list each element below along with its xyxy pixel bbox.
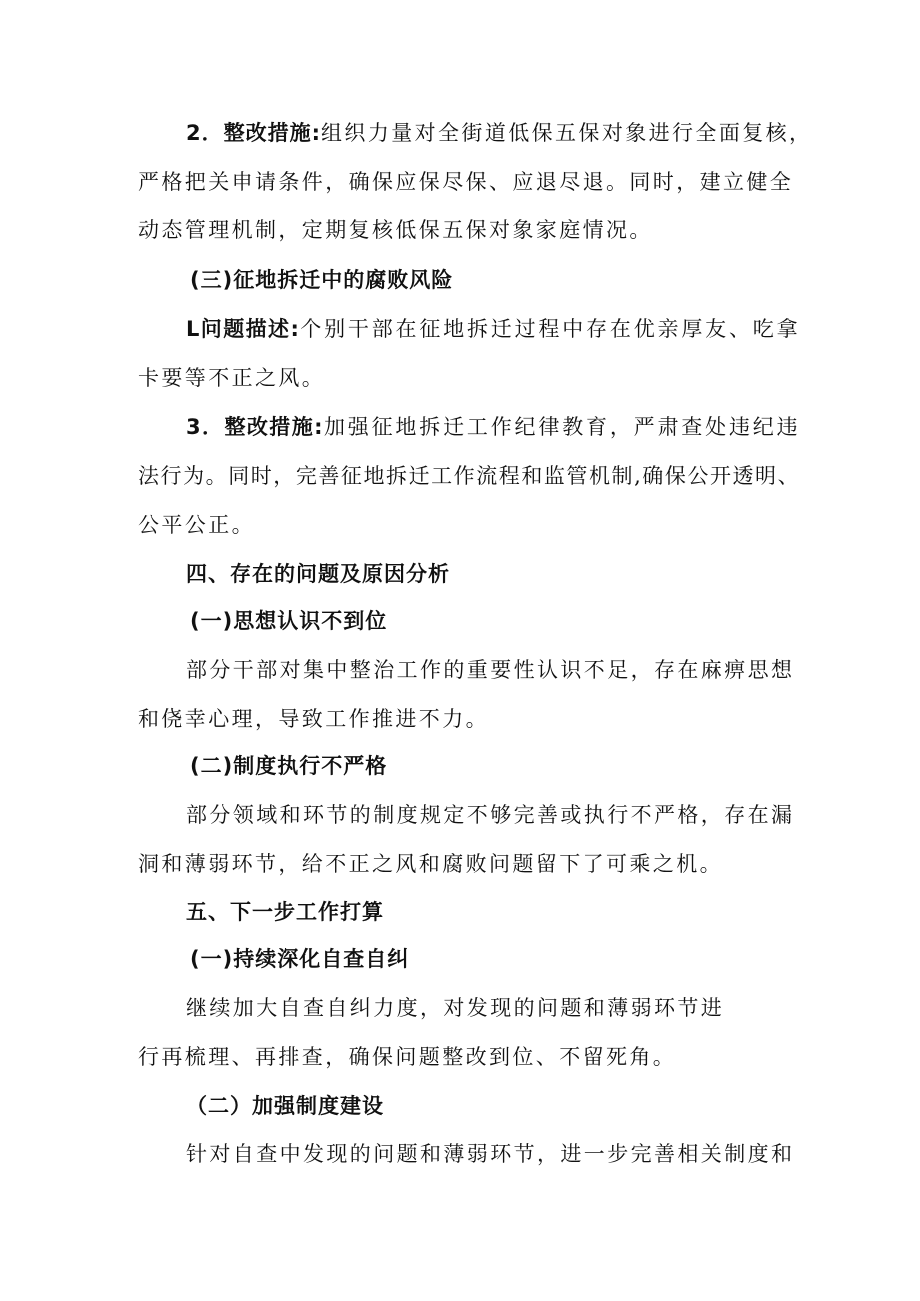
problem-line-1: L问题描述:个别干部在征地拆迁过程中存在优亲厚友、吃拿 <box>186 317 800 341</box>
section-4-sub-1-line-2: 和侥幸心理，导致工作推进不力。 <box>138 707 489 731</box>
subsection-3-heading: (三)征地拆迁中的腐败风险 <box>190 268 454 292</box>
section-5-sub-2-heading: （二）加强制度建设 <box>186 1094 384 1118</box>
measure-3-line-2: 法行为。同时，完善征地拆迁工作流程和监管机制,确保公开透明、 <box>138 464 800 488</box>
section-4-sub-1-line-1: 部分干部对集中整治工作的重要性认识不足，存在麻痹思想 <box>186 658 795 682</box>
section-4-heading: 四、存在的问题及原因分析 <box>186 562 450 586</box>
measure-2-lead: 2．整改措施: <box>186 121 322 145</box>
section-5-sub-1-heading: (一)持续深化自查自纠 <box>190 947 410 971</box>
measure-2-line-1: 2．整改措施:组织力量对全街道低保五保对象进行全面复核， <box>186 121 813 145</box>
problem-line-2: 卡要等不正之风。 <box>138 366 326 390</box>
measure-2-line-3: 动态管理机制，定期复核低保五保对象家庭情况。 <box>138 218 653 242</box>
section-4-sub-2-line-2: 洞和薄弱环节，给不正之风和腐败问题留下了可乘之机。 <box>138 852 723 876</box>
section-5-heading: 五、下一步工作打算 <box>186 900 384 924</box>
measure-3-line-1: 3．整改措施:加强征地拆迁工作纪律教育，严肃查处违纪违 <box>186 415 800 439</box>
problem-lead: L问题描述: <box>186 317 300 341</box>
section-4-sub-2-heading: (二)制度执行不严格 <box>190 754 388 778</box>
section-5-sub-1-line-1: 继续加大自查自纠力度，对发现的问题和薄弱环节进 <box>186 996 725 1020</box>
section-5-sub-2-line-1: 针对自查中发现的问题和薄弱环节，进一步完善相关制度和 <box>186 1142 795 1166</box>
measure-3-line-3: 公平公正。 <box>138 513 255 537</box>
measure-3-lead: 3．整改措施: <box>186 415 324 439</box>
measure-2-line-2: 严格把关申请条件，确保应保尽保、应退尽退。同时，建立健全 <box>138 170 794 194</box>
section-5-sub-1-line-2: 行再梳理、再排查，确保问题整改到位、不留死角。 <box>138 1045 677 1069</box>
section-4-sub-1-heading: (一)思想认识不到位 <box>190 609 388 633</box>
section-4-sub-2-line-1: 部分领域和环节的制度规定不够完善或执行不严格，存在漏 <box>186 803 795 827</box>
